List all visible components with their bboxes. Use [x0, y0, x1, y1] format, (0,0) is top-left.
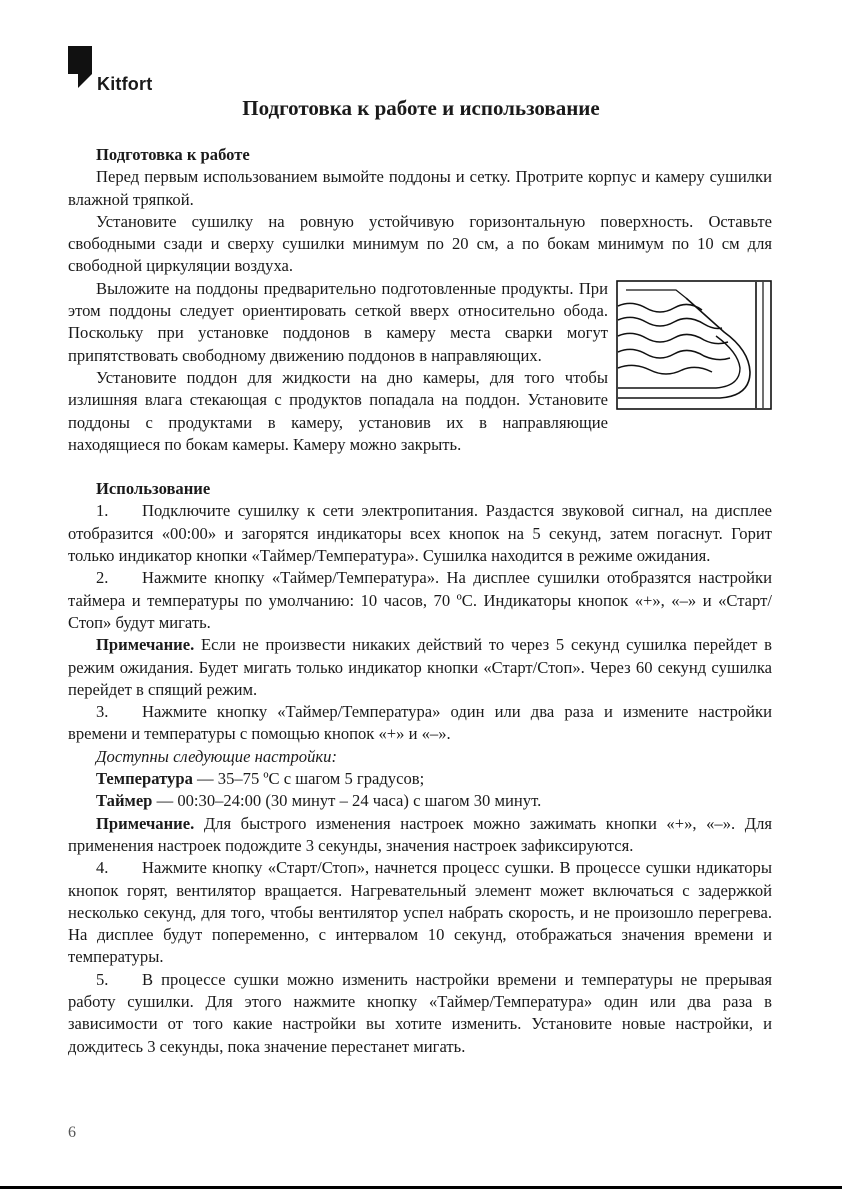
step-4	[68, 857, 772, 968]
step-1	[68, 500, 772, 567]
kitfort-logo-icon	[66, 44, 96, 90]
brand-logo	[66, 44, 176, 96]
page-number: 6	[68, 1124, 76, 1141]
step-number: 5.	[96, 969, 109, 989]
caption-text: Доступны следующие настройки:	[96, 746, 337, 766]
setting-label: Температура	[96, 769, 193, 789]
setting-label: Таймер	[96, 791, 153, 811]
note-text: Для быстрого изменения настроек можно зажимать кнопки «+», «–». Для применения настроек подождите 3 секунды, значения настроек зафиксируются.	[68, 813, 772, 855]
note-label: Примечание.	[96, 635, 195, 655]
note	[68, 634, 772, 701]
note-label: Примечание.	[96, 813, 195, 833]
setting-temperature	[68, 768, 772, 790]
paragraph: Перед первым использованием вымойте поддоны и сетку. Протрите корпус и камеру сушилки влажной тряпкой.	[68, 167, 772, 209]
step-text: Подключите сушилку к сети электропитания. Раздастся звуковой сигнал, на дисплее отобразится «00:00» и загорятся индикаторы всех кнопок на 5 секунд, затем погаснут. Горит только индикатор кнопки «Таймер/Температура». Сушилка находится в режиме ожидания.	[68, 501, 772, 566]
main-content	[68, 144, 772, 1058]
paragraph: Установите поддон для жидкости на дно камеры, для того чтобы излишняя влага стекающая с продуктов попадала на поддон. Установите поддоны с продуктами в камеру, установив их в направляющие находящиеся по бокам камеры. Камеру можно закрыть.	[68, 367, 608, 454]
paragraph: Выложите на поддоны предварительно подготовленные продукты. При этом поддоны следует ориентировать сеткой вверх относительно обода. Поскольку при установке поддонов в камеру места сварки могут припятствовать свободному движению поддонов в направляющих.	[68, 278, 608, 365]
setting-value: — 00:30–24:00 (30 минут – 24 часа) с шагом 30 минут.	[152, 791, 542, 811]
paragraph: Установите сушилку на ровную устойчивую горизонтальную поверхность. Оставьте свободными сзади и сверху сушилки минимум по 20 см, а по бокам минимум по 10 см для свободной циркуляции воздуха.	[68, 211, 772, 276]
step-text: Нажмите кнопку «Таймер/Температура» один или два раза и измените настройки времени и температуры с помощью кнопок «+» и «–».	[68, 702, 772, 744]
setting-value: — 35–75 ºС с шагом 5 градусов;	[192, 769, 425, 789]
step-number: 3.	[96, 702, 109, 722]
step-text: В процессе сушки можно изменить настройки времени и температуры не прерывая работу сушилки. Для этого нажмите кнопку «Таймер/Температура» один или два раза в зависимости от того какие настройки вы хотите изменить. Установите новые настройки, и дождитесь 3 секунды, пока значение перестанет мигать.	[68, 969, 772, 1056]
step-5	[68, 969, 772, 1058]
step-text: Нажмите кнопку «Таймер/Температура». На дисплее сушилки отобразятся настройки таймера и температуры по умолчанию: 10 часов, 70 ºС. Индикаторы кнопок «+», «–» и «Старт/Стоп» будут мигать.	[68, 568, 772, 632]
section-heading-usage: Использование	[96, 479, 211, 499]
step-3	[68, 701, 772, 746]
note	[68, 813, 772, 858]
page-title: Подготовка к работе и использование	[242, 96, 600, 120]
section-heading-preparation: Подготовка к работе	[96, 145, 250, 164]
brand-name: Kitfort	[97, 74, 153, 94]
step-2	[68, 567, 772, 634]
setting-timer	[68, 790, 772, 812]
note-text: Если не произвести никаких действий то через 5 секунд сушилка перейдет в режим ожидания. Будет мигать только индикатор кнопки «Старт/Стоп». Через 60 секунд сушилка перейдет в спящий режим.	[68, 635, 772, 699]
step-number: 4.	[96, 858, 109, 878]
available-settings-caption	[68, 746, 772, 768]
step-number: 2.	[96, 568, 109, 588]
tray-illustration	[616, 280, 772, 410]
step-text: Нажмите кнопку «Старт/Стоп», начнется процесс сушки. В процессе сушки ндикаторы кнопок горят, вентилятор вращается. Нагревательный элемент может включаться с задержкой несколько секунд, для того, чтобы вентилятор успел набрать скорость, и не произошло перегрева. На дисплее будут попеременно, с интервалом 10 секунд, отображаться значения времени и температуры.	[68, 858, 772, 967]
step-number: 1.	[96, 501, 109, 521]
